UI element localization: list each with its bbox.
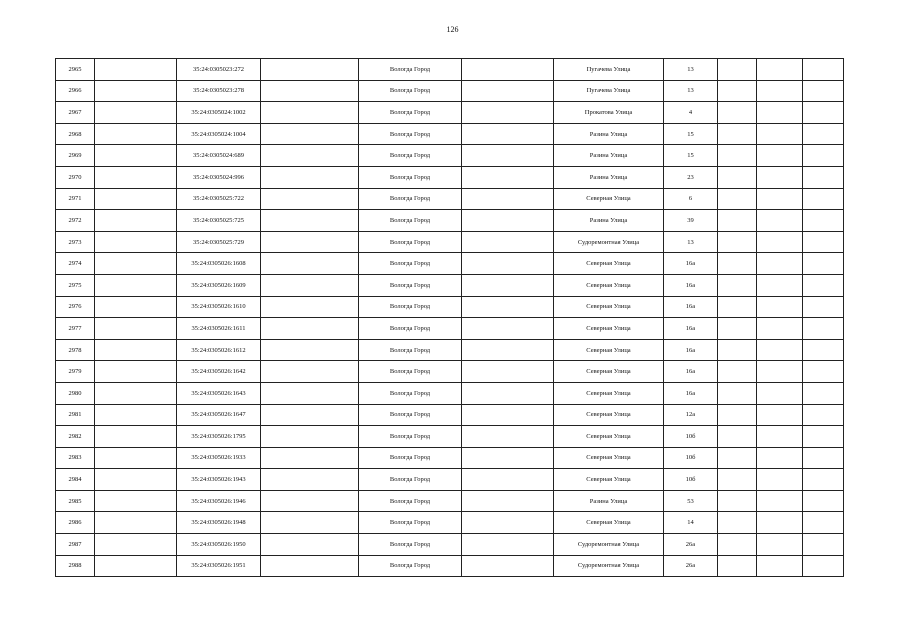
empty-cell bbox=[261, 188, 359, 210]
empty-cell bbox=[718, 80, 757, 102]
table-row bbox=[56, 382, 844, 404]
row-number-cell: 2988 bbox=[56, 555, 95, 577]
row-number-cell: 2968 bbox=[56, 123, 95, 145]
empty-cell bbox=[95, 123, 177, 145]
empty-cell bbox=[757, 80, 803, 102]
empty-cell bbox=[718, 274, 757, 296]
row-number-cell: 2981 bbox=[56, 404, 95, 426]
empty-cell bbox=[757, 145, 803, 167]
empty-cell bbox=[95, 490, 177, 512]
empty-cell bbox=[757, 253, 803, 275]
empty-cell bbox=[462, 490, 554, 512]
page-number: 126 bbox=[446, 25, 459, 34]
empty-cell bbox=[95, 534, 177, 556]
empty-cell bbox=[803, 59, 844, 81]
city-cell: Вологда Город bbox=[359, 555, 462, 577]
house-number-cell: 15 bbox=[664, 123, 718, 145]
city-cell: Вологда Город bbox=[359, 534, 462, 556]
row-number-cell: 2971 bbox=[56, 188, 95, 210]
empty-cell bbox=[95, 469, 177, 491]
city-cell: Вологда Город bbox=[359, 512, 462, 534]
cadastral-number-cell: 35:24:0305026:1610 bbox=[177, 296, 261, 318]
table-row bbox=[56, 188, 844, 210]
empty-cell bbox=[95, 296, 177, 318]
empty-cell bbox=[462, 382, 554, 404]
empty-cell bbox=[803, 555, 844, 577]
cadastral-number-cell: 35:24:0305025:729 bbox=[177, 231, 261, 253]
empty-cell bbox=[261, 339, 359, 361]
empty-cell bbox=[757, 339, 803, 361]
table-row bbox=[56, 59, 844, 81]
house-number-cell: 4 bbox=[664, 102, 718, 124]
empty-cell bbox=[95, 145, 177, 167]
empty-cell bbox=[462, 166, 554, 188]
street-cell: Судоремонтная Улица bbox=[554, 231, 664, 253]
empty-cell bbox=[462, 296, 554, 318]
empty-cell bbox=[462, 555, 554, 577]
table-row bbox=[56, 339, 844, 361]
city-cell: Вологда Город bbox=[359, 231, 462, 253]
empty-cell bbox=[803, 166, 844, 188]
empty-cell bbox=[261, 123, 359, 145]
empty-cell bbox=[803, 426, 844, 448]
empty-cell bbox=[462, 447, 554, 469]
cadastral-number-cell: 35:24:0305026:1933 bbox=[177, 447, 261, 469]
empty-cell bbox=[95, 102, 177, 124]
cadastral-number-cell: 35:24:0305023:278 bbox=[177, 80, 261, 102]
street-cell: Северная Улица bbox=[554, 426, 664, 448]
empty-cell bbox=[718, 296, 757, 318]
registry-table bbox=[55, 58, 844, 577]
empty-cell bbox=[462, 123, 554, 145]
empty-cell bbox=[261, 382, 359, 404]
empty-cell bbox=[95, 404, 177, 426]
street-cell: Северная Улица bbox=[554, 253, 664, 275]
row-number-cell: 2984 bbox=[56, 469, 95, 491]
empty-cell bbox=[462, 210, 554, 232]
empty-cell bbox=[718, 490, 757, 512]
empty-cell bbox=[718, 512, 757, 534]
table-row bbox=[56, 404, 844, 426]
cadastral-number-cell: 35:24:0305026:1948 bbox=[177, 512, 261, 534]
empty-cell bbox=[757, 469, 803, 491]
empty-cell bbox=[462, 59, 554, 81]
empty-cell bbox=[803, 447, 844, 469]
empty-cell bbox=[718, 59, 757, 81]
empty-cell bbox=[757, 361, 803, 383]
empty-cell bbox=[261, 447, 359, 469]
empty-cell bbox=[462, 145, 554, 167]
empty-cell bbox=[95, 80, 177, 102]
cadastral-number-cell: 35:24:0305026:1608 bbox=[177, 253, 261, 275]
table-row bbox=[56, 490, 844, 512]
cadastral-number-cell: 35:24:0305023:272 bbox=[177, 59, 261, 81]
row-number-cell: 2975 bbox=[56, 274, 95, 296]
empty-cell bbox=[462, 361, 554, 383]
empty-cell bbox=[718, 231, 757, 253]
city-cell: Вологда Город bbox=[359, 123, 462, 145]
house-number-cell: 13 bbox=[664, 231, 718, 253]
empty-cell bbox=[261, 469, 359, 491]
empty-cell bbox=[462, 318, 554, 340]
table-row bbox=[56, 274, 844, 296]
empty-cell bbox=[261, 59, 359, 81]
house-number-cell: 10б bbox=[664, 447, 718, 469]
empty-cell bbox=[803, 102, 844, 124]
empty-cell bbox=[718, 339, 757, 361]
empty-cell bbox=[261, 555, 359, 577]
table-row bbox=[56, 469, 844, 491]
empty-cell bbox=[95, 512, 177, 534]
cadastral-number-cell: 35:24:0305026:1951 bbox=[177, 555, 261, 577]
house-number-cell: 23 bbox=[664, 166, 718, 188]
empty-cell bbox=[462, 534, 554, 556]
row-number-cell: 2985 bbox=[56, 490, 95, 512]
empty-cell bbox=[718, 404, 757, 426]
empty-cell bbox=[718, 469, 757, 491]
row-number-cell: 2982 bbox=[56, 426, 95, 448]
cadastral-number-cell: 35:24:0305026:1943 bbox=[177, 469, 261, 491]
cadastral-number-cell: 35:24:0305026:1950 bbox=[177, 534, 261, 556]
house-number-cell: 53 bbox=[664, 490, 718, 512]
house-number-cell: 13 bbox=[664, 59, 718, 81]
table-row bbox=[56, 231, 844, 253]
street-cell: Пугачева Улица bbox=[554, 80, 664, 102]
cadastral-number-cell: 35:24:0305026:1946 bbox=[177, 490, 261, 512]
empty-cell bbox=[261, 296, 359, 318]
house-number-cell: 16а bbox=[664, 274, 718, 296]
empty-cell bbox=[757, 102, 803, 124]
empty-cell bbox=[757, 123, 803, 145]
house-number-cell: 13 bbox=[664, 80, 718, 102]
street-cell: Северная Улица bbox=[554, 404, 664, 426]
city-cell: Вологда Город bbox=[359, 426, 462, 448]
table-row bbox=[56, 296, 844, 318]
empty-cell bbox=[803, 231, 844, 253]
city-cell: Вологда Город bbox=[359, 339, 462, 361]
table-row bbox=[56, 555, 844, 577]
empty-cell bbox=[757, 382, 803, 404]
cadastral-number-cell: 35:24:0305026:1795 bbox=[177, 426, 261, 448]
city-cell: Вологда Город bbox=[359, 210, 462, 232]
house-number-cell: 16а bbox=[664, 382, 718, 404]
house-number-cell: 26а bbox=[664, 534, 718, 556]
empty-cell bbox=[718, 188, 757, 210]
table-row bbox=[56, 123, 844, 145]
cadastral-number-cell: 35:24:0305026:1612 bbox=[177, 339, 261, 361]
row-number-cell: 2966 bbox=[56, 80, 95, 102]
city-cell: Вологда Город bbox=[359, 102, 462, 124]
row-number-cell: 2973 bbox=[56, 231, 95, 253]
empty-cell bbox=[261, 231, 359, 253]
empty-cell bbox=[757, 59, 803, 81]
empty-cell bbox=[757, 188, 803, 210]
house-number-cell: 16а bbox=[664, 339, 718, 361]
city-cell: Вологда Город bbox=[359, 469, 462, 491]
empty-cell bbox=[757, 426, 803, 448]
city-cell: Вологда Город bbox=[359, 447, 462, 469]
empty-cell bbox=[803, 490, 844, 512]
house-number-cell: 15 bbox=[664, 145, 718, 167]
table-row bbox=[56, 145, 844, 167]
empty-cell bbox=[718, 145, 757, 167]
empty-cell bbox=[95, 382, 177, 404]
street-cell: Разина Улица bbox=[554, 210, 664, 232]
table-body bbox=[56, 59, 844, 577]
empty-cell bbox=[718, 210, 757, 232]
house-number-cell: 16а bbox=[664, 253, 718, 275]
empty-cell bbox=[462, 339, 554, 361]
row-number-cell: 2986 bbox=[56, 512, 95, 534]
city-cell: Вологда Город bbox=[359, 188, 462, 210]
empty-cell bbox=[95, 231, 177, 253]
street-cell: Северная Улица bbox=[554, 296, 664, 318]
empty-cell bbox=[261, 210, 359, 232]
street-cell: Северная Улица bbox=[554, 339, 664, 361]
house-number-cell: 6 bbox=[664, 188, 718, 210]
empty-cell bbox=[803, 404, 844, 426]
empty-cell bbox=[757, 490, 803, 512]
empty-cell bbox=[95, 339, 177, 361]
empty-cell bbox=[462, 469, 554, 491]
table-row bbox=[56, 102, 844, 124]
row-number-cell: 2972 bbox=[56, 210, 95, 232]
empty-cell bbox=[718, 253, 757, 275]
city-cell: Вологда Город bbox=[359, 490, 462, 512]
empty-cell bbox=[261, 426, 359, 448]
street-cell: Разина Улица bbox=[554, 166, 664, 188]
empty-cell bbox=[462, 80, 554, 102]
city-cell: Вологда Город bbox=[359, 361, 462, 383]
table-row bbox=[56, 426, 844, 448]
street-cell: Разина Улица bbox=[554, 145, 664, 167]
empty-cell bbox=[803, 469, 844, 491]
empty-cell bbox=[718, 426, 757, 448]
empty-cell bbox=[261, 404, 359, 426]
street-cell: Пугачева Улица bbox=[554, 59, 664, 81]
house-number-cell: 14 bbox=[664, 512, 718, 534]
empty-cell bbox=[95, 59, 177, 81]
cadastral-number-cell: 35:24:0305024:1004 bbox=[177, 123, 261, 145]
house-number-cell: 16а bbox=[664, 361, 718, 383]
row-number-cell: 2969 bbox=[56, 145, 95, 167]
empty-cell bbox=[718, 555, 757, 577]
cadastral-number-cell: 35:24:0305026:1647 bbox=[177, 404, 261, 426]
street-cell: Северная Улица bbox=[554, 512, 664, 534]
cadastral-number-cell: 35:24:0305024:689 bbox=[177, 145, 261, 167]
table-row bbox=[56, 210, 844, 232]
street-cell: Северная Улица bbox=[554, 382, 664, 404]
street-cell: Северная Улица bbox=[554, 188, 664, 210]
empty-cell bbox=[462, 512, 554, 534]
empty-cell bbox=[261, 361, 359, 383]
table-row bbox=[56, 512, 844, 534]
house-number-cell: 12а bbox=[664, 404, 718, 426]
city-cell: Вологда Город bbox=[359, 80, 462, 102]
empty-cell bbox=[95, 188, 177, 210]
empty-cell bbox=[261, 512, 359, 534]
city-cell: Вологда Город bbox=[359, 404, 462, 426]
empty-cell bbox=[718, 166, 757, 188]
table-row bbox=[56, 534, 844, 556]
row-number-cell: 2967 bbox=[56, 102, 95, 124]
street-cell: Судоремонтная Улица bbox=[554, 534, 664, 556]
empty-cell bbox=[803, 188, 844, 210]
empty-cell bbox=[718, 102, 757, 124]
empty-cell bbox=[261, 490, 359, 512]
row-number-cell: 2978 bbox=[56, 339, 95, 361]
empty-cell bbox=[462, 426, 554, 448]
street-cell: Северная Улица bbox=[554, 469, 664, 491]
empty-cell bbox=[803, 80, 844, 102]
empty-cell bbox=[261, 102, 359, 124]
city-cell: Вологда Город bbox=[359, 296, 462, 318]
table-row bbox=[56, 361, 844, 383]
cadastral-number-cell: 35:24:0305024:996 bbox=[177, 166, 261, 188]
house-number-cell: 10б bbox=[664, 426, 718, 448]
empty-cell bbox=[718, 382, 757, 404]
empty-cell bbox=[261, 274, 359, 296]
empty-cell bbox=[718, 318, 757, 340]
empty-cell bbox=[462, 274, 554, 296]
house-number-cell: 16а bbox=[664, 318, 718, 340]
city-cell: Вологда Город bbox=[359, 318, 462, 340]
street-cell: Северная Улица bbox=[554, 274, 664, 296]
empty-cell bbox=[261, 145, 359, 167]
empty-cell bbox=[718, 447, 757, 469]
street-cell: Прокатова Улица bbox=[554, 102, 664, 124]
cadastral-number-cell: 35:24:0305026:1643 bbox=[177, 382, 261, 404]
empty-cell bbox=[757, 166, 803, 188]
city-cell: Вологда Город bbox=[359, 166, 462, 188]
row-number-cell: 2977 bbox=[56, 318, 95, 340]
cadastral-number-cell: 35:24:0305026:1611 bbox=[177, 318, 261, 340]
city-cell: Вологда Город bbox=[359, 145, 462, 167]
empty-cell bbox=[757, 318, 803, 340]
empty-cell bbox=[803, 512, 844, 534]
street-cell: Судоремонтная Улица bbox=[554, 555, 664, 577]
empty-cell bbox=[462, 404, 554, 426]
street-cell: Разина Улица bbox=[554, 490, 664, 512]
empty-cell bbox=[718, 361, 757, 383]
empty-cell bbox=[95, 447, 177, 469]
cadastral-number-cell: 35:24:0305026:1642 bbox=[177, 361, 261, 383]
house-number-cell: 26а bbox=[664, 555, 718, 577]
street-cell: Северная Улица bbox=[554, 318, 664, 340]
empty-cell bbox=[757, 512, 803, 534]
empty-cell bbox=[757, 447, 803, 469]
row-number-cell: 2974 bbox=[56, 253, 95, 275]
row-number-cell: 2965 bbox=[56, 59, 95, 81]
cadastral-number-cell: 35:24:0305024:1002 bbox=[177, 102, 261, 124]
house-number-cell: 16а bbox=[664, 296, 718, 318]
cadastral-number-cell: 35:24:0305025:722 bbox=[177, 188, 261, 210]
street-cell: Разина Улица bbox=[554, 123, 664, 145]
empty-cell bbox=[757, 231, 803, 253]
empty-cell bbox=[803, 382, 844, 404]
empty-cell bbox=[95, 361, 177, 383]
empty-cell bbox=[261, 80, 359, 102]
empty-cell bbox=[757, 555, 803, 577]
empty-cell bbox=[95, 274, 177, 296]
row-number-cell: 2979 bbox=[56, 361, 95, 383]
street-cell: Северная Улица bbox=[554, 361, 664, 383]
empty-cell bbox=[261, 253, 359, 275]
table-row bbox=[56, 80, 844, 102]
empty-cell bbox=[757, 404, 803, 426]
house-number-cell: 39 bbox=[664, 210, 718, 232]
cadastral-number-cell: 35:24:0305026:1609 bbox=[177, 274, 261, 296]
city-cell: Вологда Город bbox=[359, 253, 462, 275]
empty-cell bbox=[757, 534, 803, 556]
empty-cell bbox=[95, 210, 177, 232]
empty-cell bbox=[803, 253, 844, 275]
row-number-cell: 2983 bbox=[56, 447, 95, 469]
empty-cell bbox=[95, 318, 177, 340]
table-row bbox=[56, 447, 844, 469]
table-row bbox=[56, 318, 844, 340]
empty-cell bbox=[462, 188, 554, 210]
row-number-cell: 2970 bbox=[56, 166, 95, 188]
city-cell: Вологда Город bbox=[359, 382, 462, 404]
empty-cell bbox=[718, 123, 757, 145]
empty-cell bbox=[803, 274, 844, 296]
empty-cell bbox=[803, 361, 844, 383]
empty-cell bbox=[261, 318, 359, 340]
city-cell: Вологда Город bbox=[359, 274, 462, 296]
empty-cell bbox=[757, 210, 803, 232]
empty-cell bbox=[462, 102, 554, 124]
row-number-cell: 2976 bbox=[56, 296, 95, 318]
empty-cell bbox=[462, 231, 554, 253]
empty-cell bbox=[718, 534, 757, 556]
house-number-cell: 10б bbox=[664, 469, 718, 491]
empty-cell bbox=[261, 534, 359, 556]
row-number-cell: 2980 bbox=[56, 382, 95, 404]
empty-cell bbox=[803, 534, 844, 556]
empty-cell bbox=[95, 555, 177, 577]
empty-cell bbox=[803, 145, 844, 167]
empty-cell bbox=[95, 166, 177, 188]
table-row bbox=[56, 253, 844, 275]
empty-cell bbox=[803, 318, 844, 340]
empty-cell bbox=[757, 274, 803, 296]
empty-cell bbox=[757, 296, 803, 318]
empty-cell bbox=[462, 253, 554, 275]
empty-cell bbox=[803, 123, 844, 145]
empty-cell bbox=[261, 166, 359, 188]
cadastral-number-cell: 35:24:0305025:725 bbox=[177, 210, 261, 232]
empty-cell bbox=[95, 253, 177, 275]
empty-cell bbox=[803, 210, 844, 232]
city-cell: Вологда Город bbox=[359, 59, 462, 81]
street-cell: Северная Улица bbox=[554, 447, 664, 469]
empty-cell bbox=[803, 339, 844, 361]
empty-cell bbox=[803, 296, 844, 318]
table-row bbox=[56, 166, 844, 188]
row-number-cell: 2987 bbox=[56, 534, 95, 556]
empty-cell bbox=[95, 426, 177, 448]
